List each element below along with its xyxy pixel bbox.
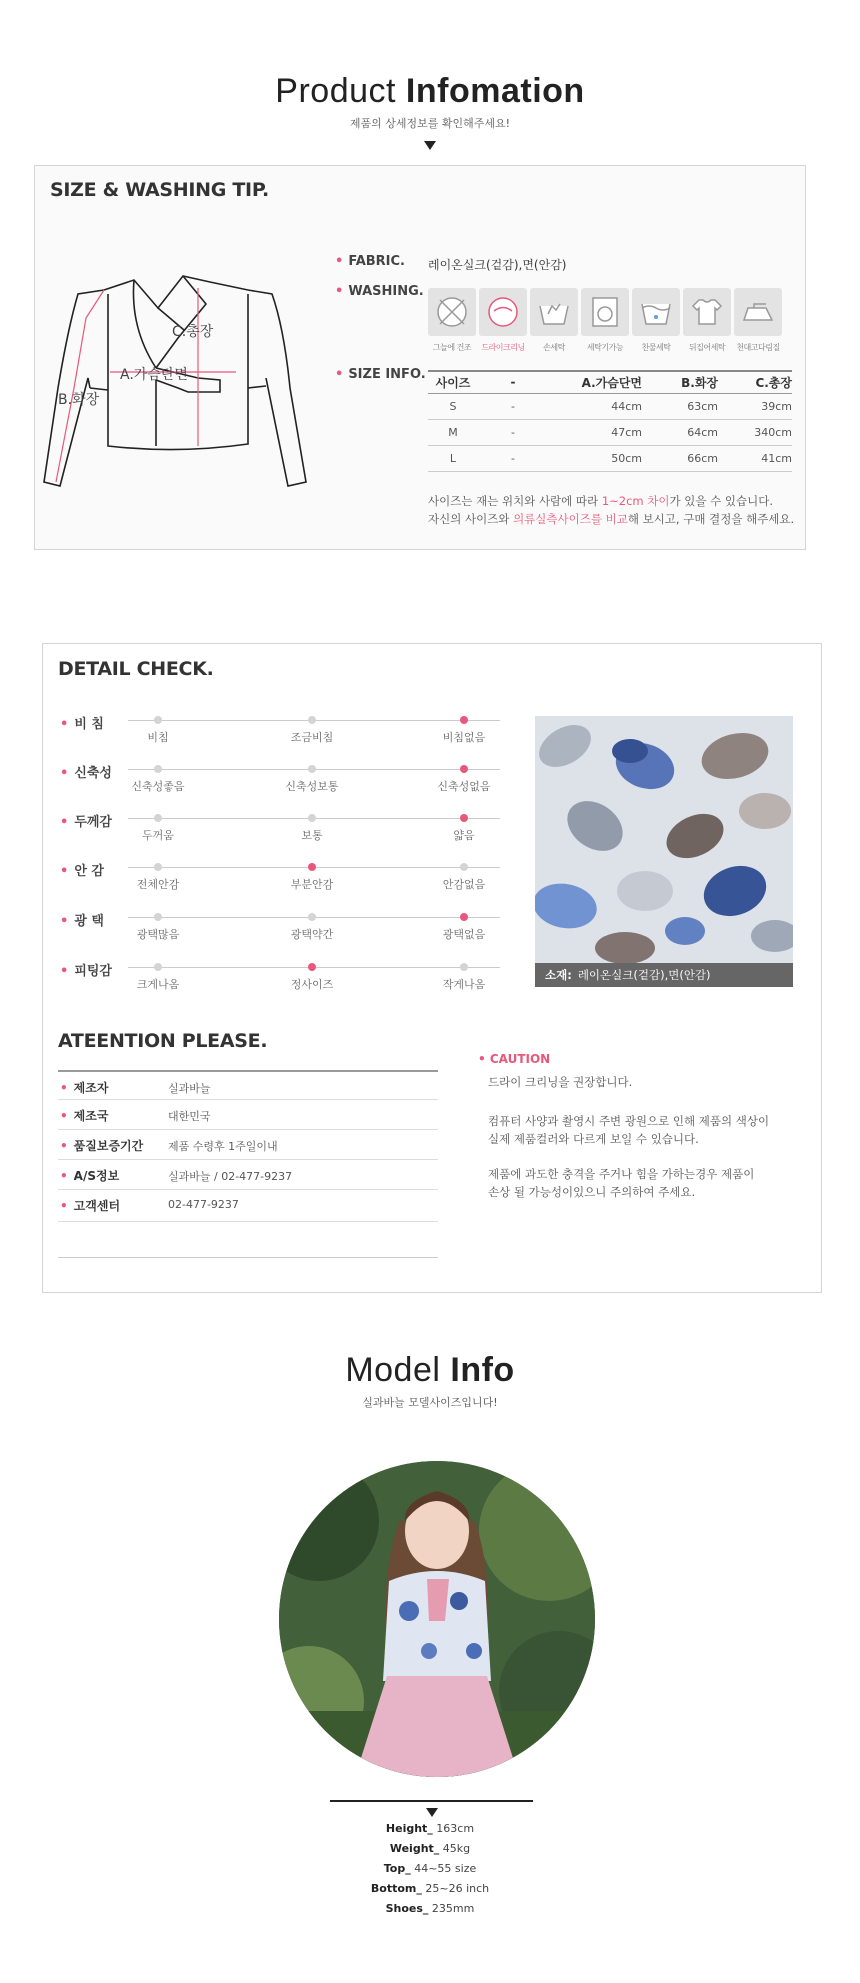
caution-label: • CAUTION	[478, 1052, 551, 1066]
inside-out-icon	[683, 288, 731, 336]
attention-row: • 고객센터 02-477-9237	[58, 1190, 438, 1222]
size-table-row: L - 50cm 66cm 41cm	[428, 445, 792, 471]
size-note-line1: 사이즈는 재는 위치와 사람에 따라 1~2cm 차이가 있을 수 있습니다.	[428, 494, 773, 508]
down-arrow-icon	[426, 1808, 438, 1817]
size-table	[428, 370, 792, 472]
washing-item: 그늘에 건조	[428, 288, 476, 353]
detail-row-stretch: • 신축성 신축성좋음 신축성보통 신축성없음	[60, 762, 500, 802]
attention-divider	[58, 1257, 438, 1258]
attention-row: • 제조국 대한민국	[58, 1100, 438, 1130]
down-arrow-icon	[424, 141, 436, 150]
product-info-header	[0, 72, 860, 150]
product-info-title: Product Infomation	[275, 72, 585, 110]
caution-text-1: 드라이 크리닝을 권장합니다.	[488, 1075, 633, 1089]
scale-point	[308, 913, 316, 921]
scale-point	[154, 913, 162, 921]
model-info-subtitle: 실과바늘 모델사이즈입니다!	[362, 1396, 498, 1409]
scale-point-selected	[460, 765, 468, 773]
fabric-caption: 소재: 레이온실크(겉감),면(안감)	[535, 963, 793, 987]
detail-row-fit: • 피팅감 크게나옴 정사이즈 작게나옴	[60, 960, 500, 1000]
scale-point-selected	[460, 716, 468, 724]
model-photo	[279, 1461, 595, 1777]
size-table-row: M - 47cm 64cm 340cm	[428, 419, 792, 445]
model-stat-bottom: Bottom_ 25~26 inch	[370, 1882, 490, 1895]
scale-point	[154, 963, 162, 971]
caution-text-2a: 컴퓨터 사양과 촬영시 주변 광원으로 인해 제품의 색상이	[488, 1114, 770, 1128]
washing-item: 찬물세탁	[632, 288, 680, 353]
detail-row-thickness: • 두께감 두꺼움 보통 얇음	[60, 811, 500, 851]
caution-text-3a: 제품에 과도한 충격을 주거나 힘을 가하는경우 제품이	[488, 1167, 755, 1181]
attention-title: ATEENTION PLEASE.	[58, 1030, 268, 1052]
model-info-header	[0, 1351, 860, 1410]
size-note-line2: 자신의 사이즈와 의류실측사이즈를 비교해 보시고, 구매 결정을 해주세요.	[428, 512, 795, 526]
scale-point-selected	[308, 963, 316, 971]
scale-point	[460, 863, 468, 871]
scale-point	[154, 765, 162, 773]
scale-point-selected	[460, 814, 468, 822]
scale-point	[308, 765, 316, 773]
fabric-value: 레이온실크(겉감),면(안감)	[428, 258, 567, 272]
washing-item: 손세탁	[530, 288, 578, 353]
model-info-title: Model Info	[345, 1351, 515, 1389]
scale-point-selected	[460, 913, 468, 921]
scale-point	[154, 814, 162, 822]
product-info-subtitle: 제품의 상세정보를 확인해주세요!	[349, 117, 511, 130]
diagram-label-length: C.총장	[172, 324, 214, 340]
size-washing-title: SIZE & WASHING TIP.	[50, 179, 269, 201]
tumble-dry-no-icon	[428, 288, 476, 336]
scale-point	[460, 963, 468, 971]
fabric-label: • FABRIC.	[335, 254, 405, 269]
detail-row-transparency: • 비 침 비침 조금비침 비침없음	[60, 713, 500, 753]
scale-point-selected	[308, 863, 316, 871]
model-stat-weight: Weight_ 45kg	[389, 1842, 471, 1855]
washing-item: 세탁기가능	[581, 288, 629, 353]
size-table-row: S - 44cm 63cm 39cm	[428, 393, 792, 419]
fabric-swatch-image	[535, 716, 793, 986]
hand-wash-icon	[530, 288, 578, 336]
cold-wash-icon	[632, 288, 680, 336]
scale-point	[154, 716, 162, 724]
washing-item: 천대고다림질	[734, 288, 782, 353]
washing-label: • WASHING.	[335, 284, 424, 299]
attention-row: • A/S정보 실과바늘 / 02-477-9237	[58, 1160, 438, 1190]
model-divider	[330, 1800, 533, 1802]
dry-clean-icon	[479, 288, 527, 336]
caution-text-2b: 실제 제품컬러와 다르게 보일 수 있습니다.	[488, 1132, 699, 1146]
scale-point	[154, 863, 162, 871]
detail-row-gloss: • 광 택 광택많음 광택약간 광택없음	[60, 910, 500, 950]
diagram-label-chest: A.가슴단면	[120, 367, 188, 383]
washing-item: 드라이크리닝	[479, 288, 527, 353]
model-stat-height: Height_ 163cm	[385, 1822, 475, 1835]
size-table-header-row: 사이즈 - A.가슴단면 B.화장 C.총장	[428, 371, 792, 393]
attention-row: • 품질보증기간 제품 수령후 1주일이내	[58, 1130, 438, 1160]
machine-wash-icon	[581, 288, 629, 336]
scale-point	[308, 716, 316, 724]
garment-diagram	[38, 268, 316, 500]
model-stat-shoes: Shoes_ 235mm	[385, 1902, 475, 1915]
detail-check-title: DETAIL CHECK.	[58, 658, 214, 680]
detail-row-lining: • 안 감 전체안감 부분안감 안감없음	[60, 860, 500, 900]
size-info-label: • SIZE INFO.	[335, 367, 426, 382]
caution-text-3b: 손상 될 가능성이있으니 주의하여 주세요.	[488, 1185, 696, 1199]
diagram-label-sleeve: B.화장	[58, 392, 100, 408]
scale-point	[308, 814, 316, 822]
attention-row: • 제조자 실과바늘	[58, 1070, 438, 1100]
model-stat-top: Top_ 44~55 size	[383, 1862, 477, 1875]
washing-item: 뒤집어세탁	[683, 288, 731, 353]
iron-low-icon	[734, 288, 782, 336]
